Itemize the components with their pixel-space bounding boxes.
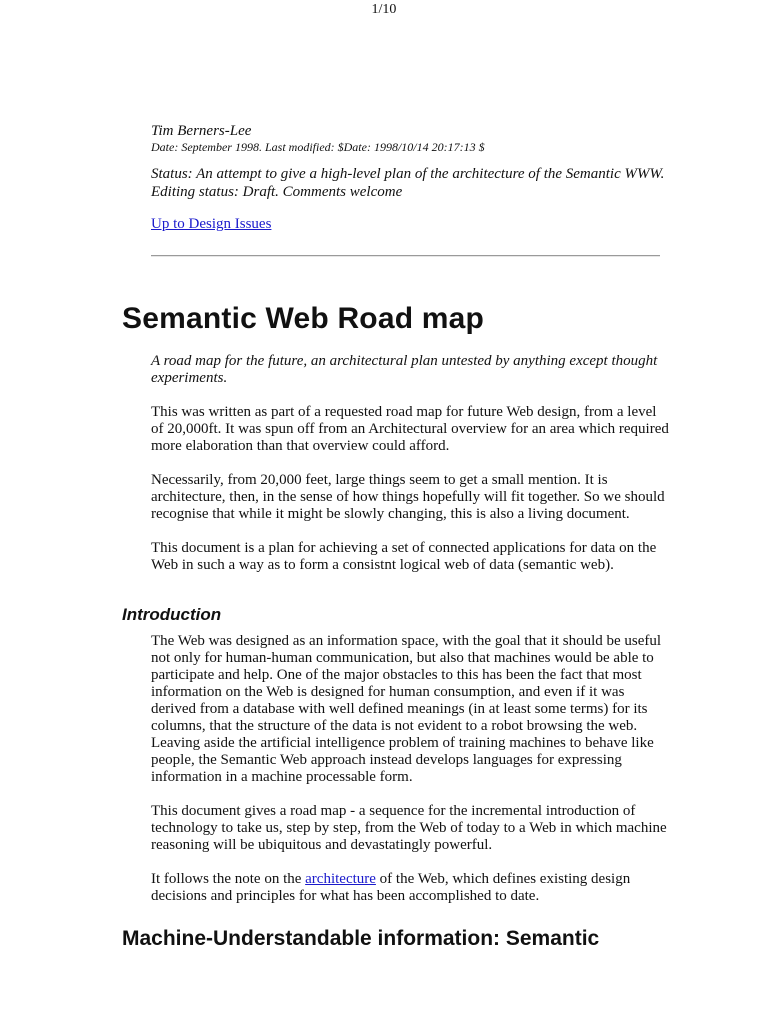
intro-paragraph-2: Necessarily, from 20,000 feet, large things seem to get a small mention. It is architecture, then, in the sense of how things hopefully will fit together. So we should recognise that while it might be slowly changing, this is also a living document.	[151, 472, 665, 522]
document-status: Status: An attempt to give a high-level plan of the architecture of the Semantic WWW. Editing status: Draft. Comments welcome	[151, 166, 665, 200]
page-number: 1/10	[371, 2, 397, 17]
header-divider	[151, 255, 660, 257]
document-date: Date: September 1998. Last modified: $Date: 1998/10/14 20:17:13 $	[151, 140, 485, 154]
introduction-paragraph-3: It follows the note on the architecture of the Web, which defines existing design decisions and principles for what has been accomplished to date.	[151, 871, 631, 904]
intro-subtitle: A road map for the future, an architectural plan untested by anything except thought experiments.	[151, 353, 658, 386]
page-title: Semantic Web Road map	[122, 302, 485, 335]
introduction-heading: Introduction	[122, 605, 222, 624]
author-name: Tim Berners-Lee	[151, 123, 252, 139]
document-header	[151, 122, 671, 233]
intro-paragraph-1: This was written as part of a requested road map for future Web design, from a level of 20,000ft. It was spun off from an Architectural overview for an area which required more elaboration than that overview could afford.	[151, 404, 669, 454]
intro-section	[151, 353, 671, 591]
introduction-section	[151, 633, 671, 922]
intro-paragraph-3: This document is a plan for achieving a set of connected applications for data on the Web in such a way as to form a consistnt logical web of data (semantic web).	[151, 540, 657, 573]
machine-understandable-heading: Machine-Understandable information: Semantic	[122, 927, 600, 950]
introduction-paragraph-1: The Web was designed as an information space, with the goal that it should be useful not only for human-human communication, but also that machines would be able to participate and help. One of the major obstacles to this has been the fact that most information on the Web is designed for human consumption, and even if it was derived from a database with well defined meanings (in at least some terms) for its columns, that the structure of the data is not evident to a robot browsing the web. Leaving aside the artificial intelligence problem of training machines to behave like people, the Semantic Web approach instead develops languages for expressing information in a machine processable form.	[151, 633, 662, 785]
up-to-design-issues-link[interactable]: Up to Design Issues	[151, 216, 272, 232]
introduction-paragraph-2: This document gives a road map - a sequence for the incremental introduction of technology to take us, step by step, from the Web of today to a Web in which machine reasoning will be ubiquitous and devastatingly powerful.	[151, 803, 667, 853]
architecture-link[interactable]: architecture	[305, 871, 376, 887]
